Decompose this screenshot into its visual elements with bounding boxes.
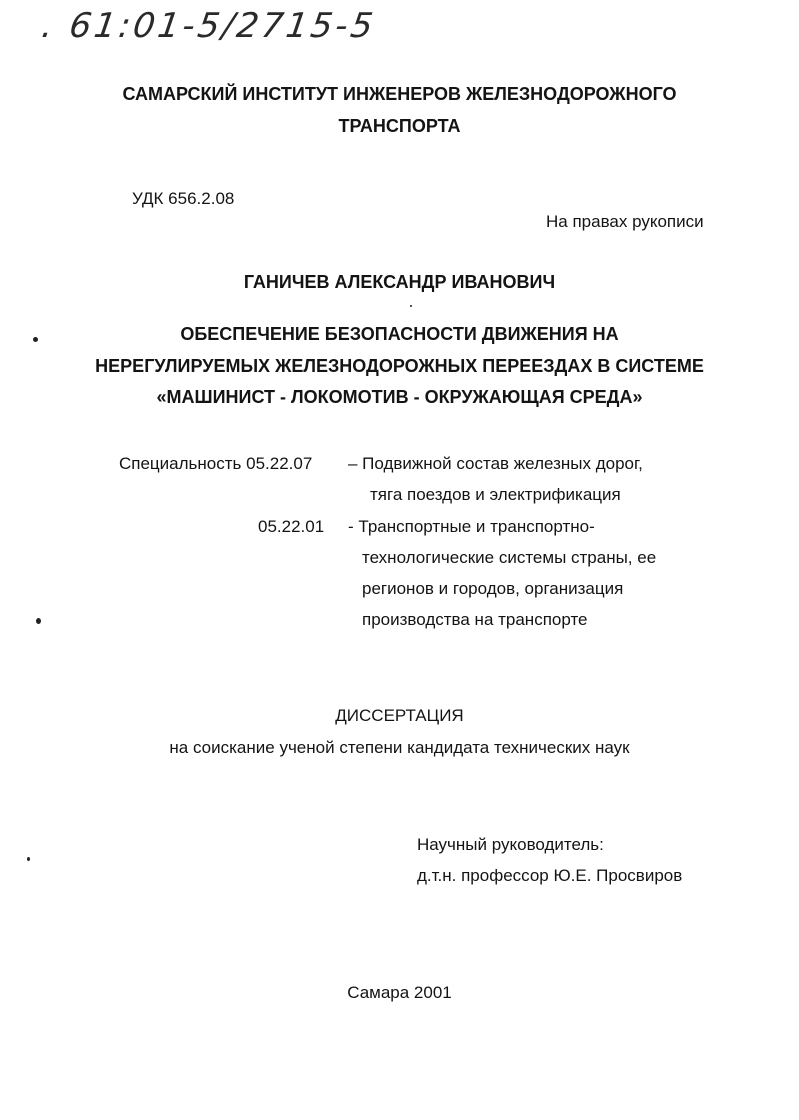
specialty-1-line2: тяга поездов и электрификация <box>370 485 621 504</box>
specialty-2-line4: производства на транспорте <box>362 610 588 629</box>
specialty-2-code: 05.22.01 <box>258 517 325 536</box>
specialty-1-line1: – Подвижной состав железных дорог, <box>348 454 643 473</box>
title-line2: НЕРЕГУЛИРУЕМЫХ ЖЕЛЕЗНОДОРОЖНЫХ ПЕРЕЕЗДАХ В СИСТЕМЕ <box>95 356 704 376</box>
specialty-2-line2: технологические системы страны, ее <box>362 548 657 567</box>
supervisor-label: Научный руководитель: <box>417 835 604 854</box>
archive-number: . 61:01-5/2715-5 <box>39 6 379 46</box>
author-name: ГАНИЧЕВ АЛЕКСАНДР ИВАНОВИЧ <box>243 272 556 292</box>
supervisor-name: д.т.н. профессор Ю.Е. Просвиров <box>417 866 683 885</box>
place-year: Самара 2001 <box>347 983 452 1002</box>
scan-speck <box>36 618 41 624</box>
institute-name-line1: САМАРСКИЙ ИНСТИТУТ ИНЖЕНЕРОВ ЖЕЛЕЗНОДОРОЖНОГО <box>122 84 677 104</box>
scan-speck <box>27 857 30 861</box>
title-line1: ОБЕСПЕЧЕНИЕ БЕЗОПАСНОСТИ ДВИЖЕНИЯ НА <box>180 324 619 344</box>
scan-speck <box>33 337 38 342</box>
specialty-label: Специальность 05.22.07 <box>119 454 313 473</box>
udc-code: УДК 656.2.08 <box>132 189 235 208</box>
specialty-2-line3: регионов и городов, организация <box>362 579 624 598</box>
scan-speck <box>410 305 412 307</box>
title-line3: «МАШИНИСТ - ЛОКОМОТИВ - ОКРУЖАЮЩАЯ СРЕДА» <box>156 387 643 407</box>
institute-name-line2: ТРАНСПОРТА <box>338 116 461 136</box>
manuscript-rights: На правах рукописи <box>546 212 704 231</box>
dissertation-heading: ДИССЕРТАЦИЯ <box>335 706 464 725</box>
dissertation-subtitle: на соискание ученой степени кандидата технических наук <box>169 738 630 757</box>
specialty-2-line1: - Транспортные и транспортно- <box>348 517 595 536</box>
